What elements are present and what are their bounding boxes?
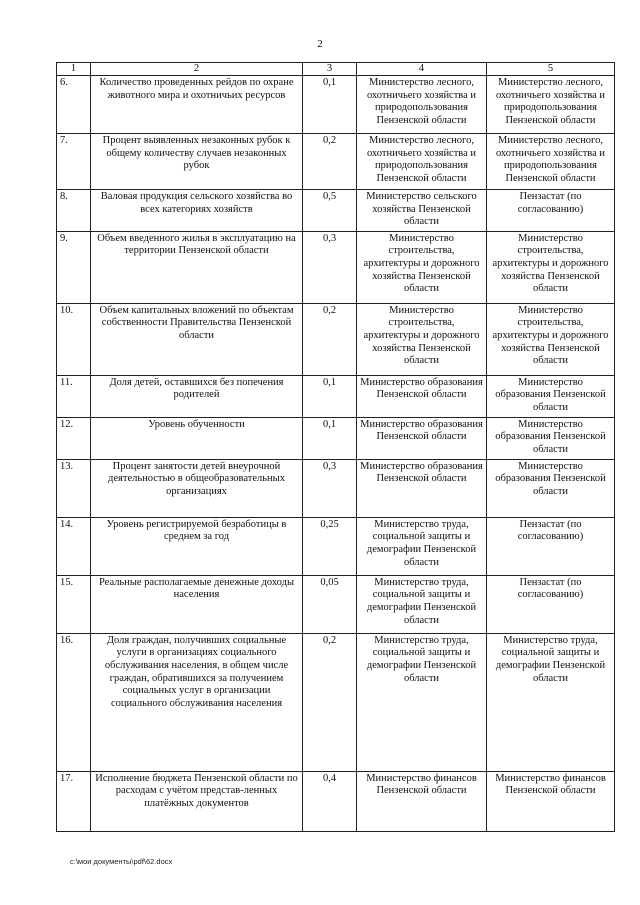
data-source: Министерство образования Пензенской области <box>487 459 615 517</box>
file-path-footer: c:\мои документы\pdf\62.docx <box>70 857 173 866</box>
responsible-body: Министерство сельского хозяйства Пензенской области <box>357 190 487 232</box>
column-header: 4 <box>357 63 487 76</box>
indicator-name: Уровень регистрируемой безработицы в среднем за год <box>91 517 303 575</box>
table-row <box>57 459 615 517</box>
table-row <box>57 76 615 134</box>
indicator-name: Объем капитальных вложений по объектам собственности Правительства Пензенской области <box>91 303 303 375</box>
indicator-name: Уровень обученности <box>91 417 303 459</box>
row-number: 9. <box>57 231 91 303</box>
indicator-name: Реальные располагаемые денежные доходы населения <box>91 575 303 633</box>
indicator-name: Объем введенного жилья в эксплуатацию на территории Пензенской области <box>91 231 303 303</box>
data-source: Министерство труда, социальной защиты и демографии Пензенской области <box>487 633 615 771</box>
indicator-name: Валовая продукция сельского хозяйства во всех категориях хозяйств <box>91 190 303 232</box>
indicator-weight: 0,2 <box>303 303 357 375</box>
table-row <box>57 303 615 375</box>
table-row <box>57 517 615 575</box>
indicator-name: Процент выявленных незаконных рубок к общему количеству случаев незаконных рубок <box>91 134 303 190</box>
data-source: Министерство лесного, охотничьего хозяйства и природопользования Пензенской области <box>487 134 615 190</box>
indicator-weight: 0,2 <box>303 134 357 190</box>
indicator-name: Доля граждан, получивших социальные услуги в организациях социального обслуживания населения, в общем числе граждан, обратившихся за получением социальных услуг в организации социального обслуживания населения <box>91 633 303 771</box>
responsible-body: Министерство труда, социальной защиты и демографии Пензенской области <box>357 633 487 771</box>
data-source: Министерство строительства, архитектуры и дорожного хозяйства Пензенской области <box>487 303 615 375</box>
indicator-name: Количество проведенных рейдов по охране животного мира и охотничьих ресурсов <box>91 76 303 134</box>
row-number: 6. <box>57 76 91 134</box>
row-number: 13. <box>57 459 91 517</box>
responsible-body: Министерство строительства, архитектуры и дорожного хозяйства Пензенской области <box>357 231 487 303</box>
data-source: Министерство строительства, архитектуры и дорожного хозяйства Пензенской области <box>487 231 615 303</box>
responsible-body: Министерство лесного, охотничьего хозяйства и природопользования Пензенской области <box>357 134 487 190</box>
indicator-weight: 0,25 <box>303 517 357 575</box>
table-row <box>57 375 615 417</box>
responsible-body: Министерство труда, социальной защиты и демографии Пензенской области <box>357 575 487 633</box>
indicator-weight: 0,2 <box>303 633 357 771</box>
responsible-body: Министерство строительства, архитектуры и дорожного хозяйства Пензенской области <box>357 303 487 375</box>
indicator-weight: 0,4 <box>303 771 357 831</box>
row-number: 10. <box>57 303 91 375</box>
row-number: 12. <box>57 417 91 459</box>
indicator-weight: 0,5 <box>303 190 357 232</box>
indicator-weight: 0,1 <box>303 375 357 417</box>
data-source: Пензастат (по согласованию) <box>487 517 615 575</box>
row-number: 16. <box>57 633 91 771</box>
data-source: Министерство образования Пензенской области <box>487 375 615 417</box>
responsible-body: Министерство труда, социальной защиты и демографии Пензенской области <box>357 517 487 575</box>
indicator-weight: 0,3 <box>303 459 357 517</box>
row-number: 11. <box>57 375 91 417</box>
column-header: 1 <box>57 63 91 76</box>
indicator-name: Процент занятости детей внеурочной деятельностью в общеобразовательных организациях <box>91 459 303 517</box>
responsible-body: Министерство образования Пензенской области <box>357 459 487 517</box>
row-number: 8. <box>57 190 91 232</box>
table-row <box>57 771 615 831</box>
column-header: 5 <box>487 63 615 76</box>
table-row <box>57 231 615 303</box>
row-number: 15. <box>57 575 91 633</box>
indicator-name: Доля детей, оставшихся без попечения родителей <box>91 375 303 417</box>
table-row <box>57 575 615 633</box>
row-number: 17. <box>57 771 91 831</box>
data-source: Пензастат (по согласованию) <box>487 190 615 232</box>
column-header: 2 <box>91 63 303 76</box>
data-source: Пензастат (по согласованию) <box>487 575 615 633</box>
indicators-table <box>56 62 615 832</box>
row-number: 14. <box>57 517 91 575</box>
table-row <box>57 417 615 459</box>
indicator-weight: 0,3 <box>303 231 357 303</box>
data-source: Министерство образования Пензенской области <box>487 417 615 459</box>
page-number: 2 <box>317 38 323 50</box>
data-source: Министерство лесного, охотничьего хозяйства и природопользования Пензенской области <box>487 76 615 134</box>
indicator-name: Исполнение бюджета Пензенской области по расходам с учётом представ-ленных платёжных документов <box>91 771 303 831</box>
table-row <box>57 190 615 232</box>
indicator-weight: 0,1 <box>303 417 357 459</box>
responsible-body: Министерство образования Пензенской области <box>357 417 487 459</box>
table-row <box>57 633 615 771</box>
table-header-row <box>57 63 615 76</box>
indicator-weight: 0,1 <box>303 76 357 134</box>
responsible-body: Министерство образования Пензенской области <box>357 375 487 417</box>
row-number: 7. <box>57 134 91 190</box>
responsible-body: Министерство лесного, охотничьего хозяйства и природопользования Пензенской области <box>357 76 487 134</box>
indicator-weight: 0,05 <box>303 575 357 633</box>
responsible-body: Министерство финансов Пензенской области <box>357 771 487 831</box>
column-header: 3 <box>303 63 357 76</box>
data-source: Министерство финансов Пензенской области <box>487 771 615 831</box>
table-row <box>57 134 615 190</box>
